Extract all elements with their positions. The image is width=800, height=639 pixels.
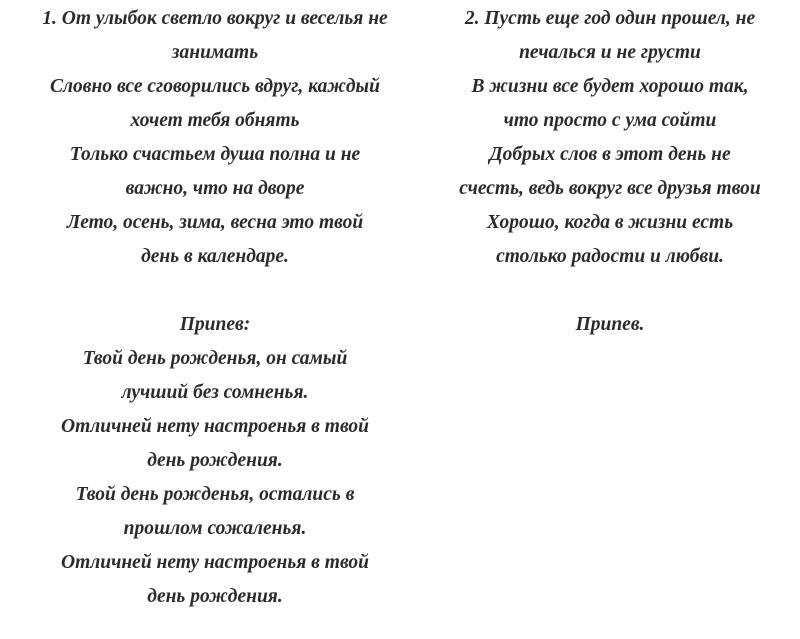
chorus-line: Твой день рожденья, остались в: [75, 484, 355, 505]
chorus-line: Отличней нету настроенья в твой: [61, 416, 369, 437]
verse-2-line: столько радости и любви.: [496, 246, 724, 267]
chorus-line: Отличней нету настроенья в твой: [61, 552, 369, 573]
verse-1-line: Только счастьем душа полна и не: [69, 144, 361, 165]
chorus-line: день рождения.: [147, 586, 283, 607]
chorus-reference: Припев.: [575, 314, 645, 335]
verse-1-line: важно, что на дворе: [125, 178, 305, 199]
stanza-gap: [0, 274, 430, 308]
chorus-line: прошлом сожаленья.: [123, 518, 307, 539]
left-column: [0, 2, 430, 614]
verse-1-line: хочет тебя обнять: [130, 110, 300, 131]
verse-2-line: Добрых слов в этот день не: [489, 144, 731, 165]
stanza-gap: [425, 274, 795, 308]
verse-2-line: что просто с ума сойти: [503, 110, 717, 131]
right-column: [425, 2, 795, 342]
verse-1-line: Словно все сговорились вдруг, каждый: [50, 76, 380, 97]
verse-2-line: 2. Пусть еще год один прошел, не: [464, 8, 756, 29]
chorus-line: лучший без сомненья.: [121, 382, 309, 403]
chorus: [0, 308, 430, 614]
verse-1-line: 1. От улыбок светло вокруг и веселья не: [42, 8, 388, 29]
chorus-line: Твой день рожденья, он самый: [82, 348, 348, 369]
chorus-line: день рождения.: [147, 450, 283, 471]
verse-1-line: Лето, осень, зима, весна это твой: [66, 212, 364, 233]
verse-2-line: Хорошо, когда в жизни есть: [486, 212, 734, 233]
verse-1-line: день в календаре.: [141, 246, 289, 267]
verse-2-line: В жизни все будет хорошо так,: [471, 76, 749, 97]
verse-1-line: занимать: [171, 42, 259, 63]
chorus-heading: Припев:: [179, 314, 251, 335]
verse-2-line: счесть, ведь вокруг все друзья твои: [459, 178, 761, 199]
verse-2-line: печалься и не грусти: [519, 42, 701, 63]
verse-2: [425, 2, 795, 274]
verse-1: [0, 2, 430, 274]
